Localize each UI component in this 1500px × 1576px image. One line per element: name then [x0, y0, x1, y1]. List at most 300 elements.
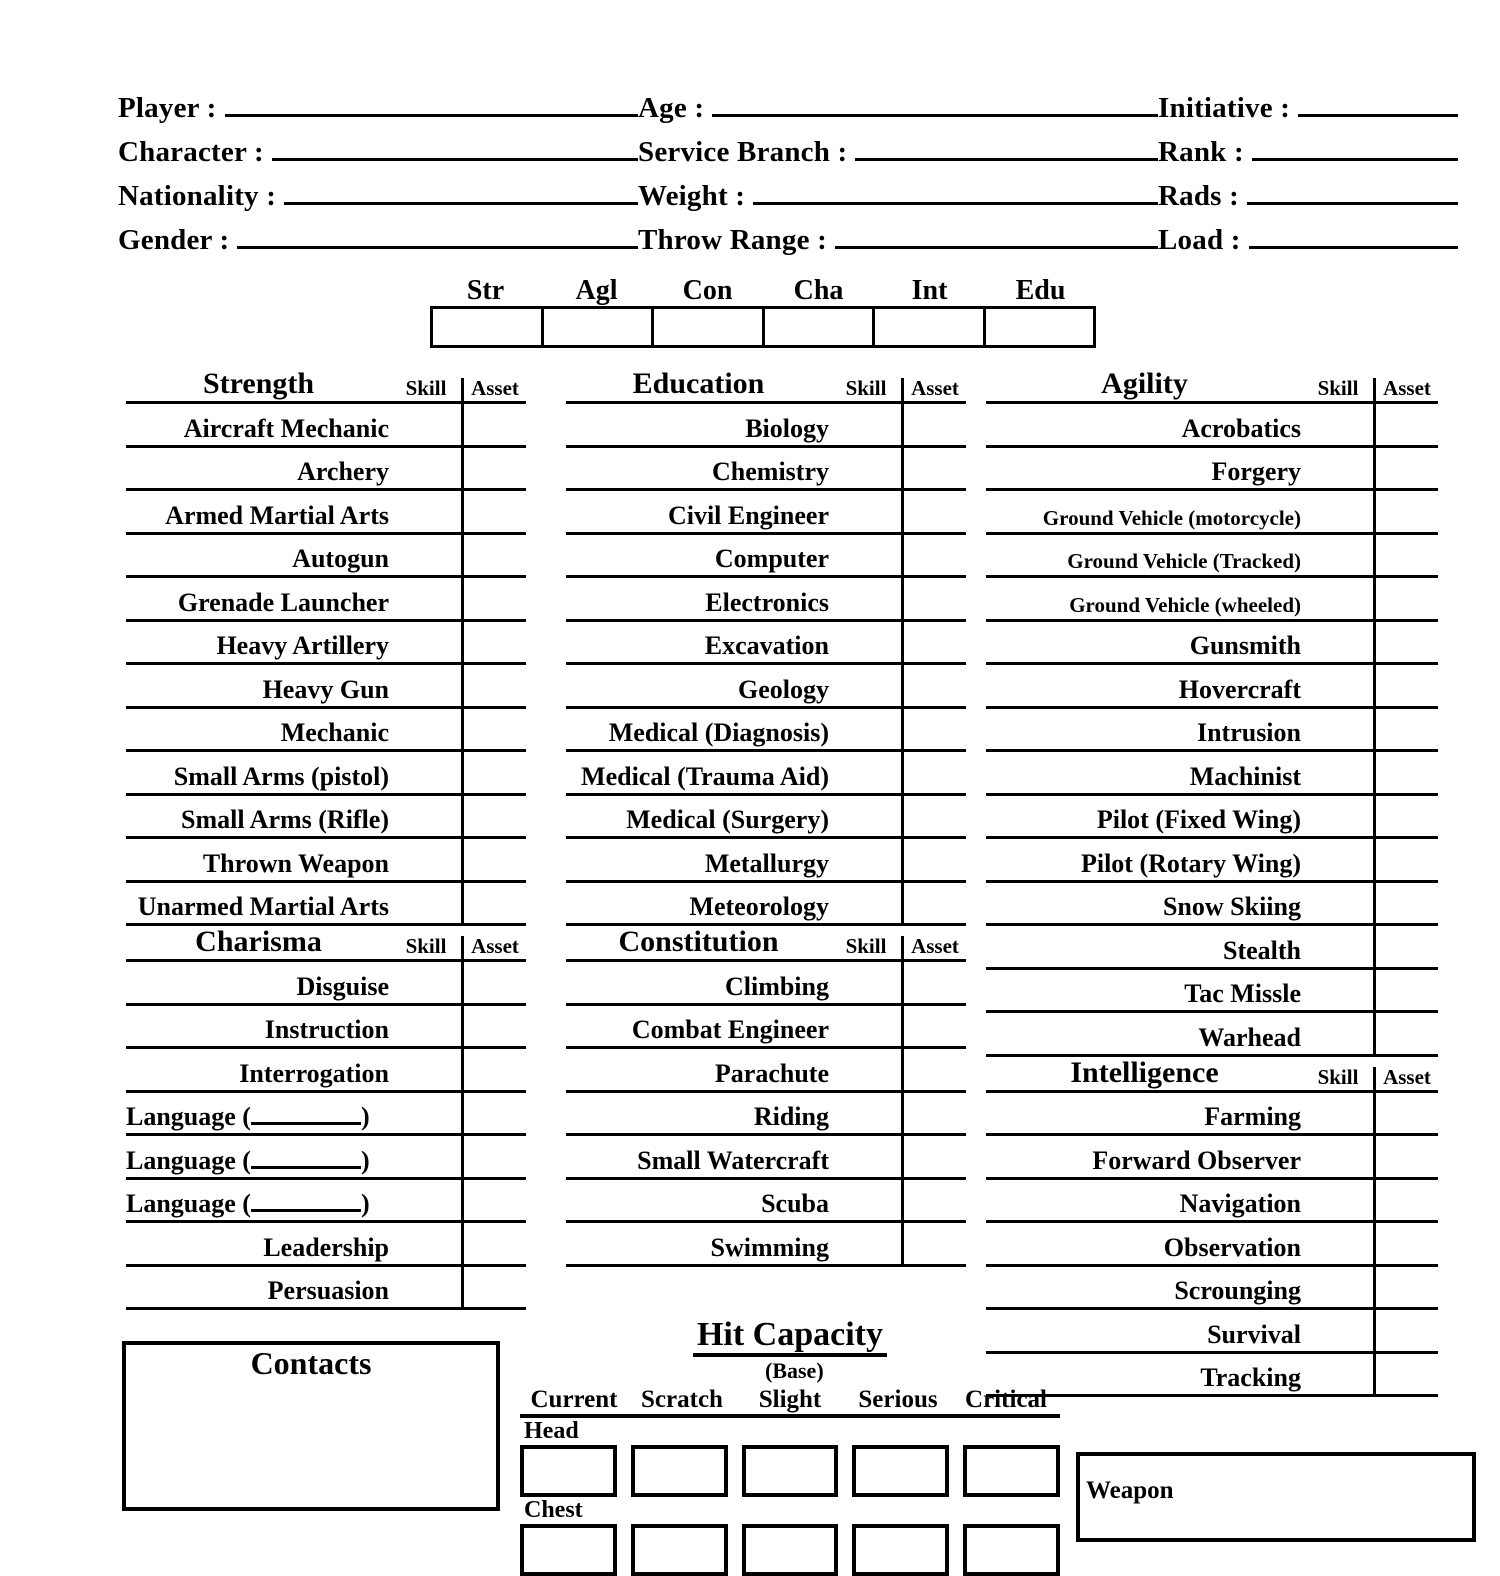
- skill-value-input[interactable]: [831, 709, 901, 753]
- skill-value-input[interactable]: [831, 448, 901, 492]
- skill-row: [126, 448, 526, 492]
- field-player: [118, 92, 638, 125]
- skill-value-input[interactable]: [391, 1093, 461, 1137]
- skill-value-input[interactable]: [1303, 491, 1373, 535]
- skill-name-disguise: Disguise: [126, 974, 391, 1006]
- asset-column-label: Asset: [1373, 1067, 1438, 1093]
- hit-capacity-row-chest: [520, 1524, 1060, 1576]
- skill-value-input[interactable]: [1303, 622, 1373, 666]
- skill-column-label: Skill: [391, 378, 461, 404]
- skill-row: [566, 535, 966, 579]
- skill-value-input[interactable]: [1303, 1093, 1373, 1137]
- asset-value-input[interactable]: [1373, 578, 1438, 622]
- skill-value-input[interactable]: [1303, 578, 1373, 622]
- skill-name-civil-engineer: Civil Engineer: [566, 503, 831, 535]
- skill-name-tracking: Tracking: [986, 1365, 1303, 1397]
- skill-value-input[interactable]: [391, 839, 461, 883]
- hit-box-chest-scratch[interactable]: [631, 1524, 728, 1576]
- hit-box-head-serious[interactable]: [852, 1445, 949, 1497]
- skill-row: [566, 752, 966, 796]
- skill-row: [986, 1093, 1438, 1137]
- skill-row: [566, 491, 966, 535]
- skill-name-leadership: Leadership: [126, 1235, 391, 1267]
- skill-value-input[interactable]: [391, 1223, 461, 1267]
- skill-value-input[interactable]: [831, 1093, 901, 1137]
- skill-value-input[interactable]: [391, 622, 461, 666]
- asset-value-input[interactable]: [1373, 1223, 1438, 1267]
- hit-capacity-col-slight: Slight: [758, 1386, 822, 1413]
- asset-value-input[interactable]: [901, 796, 966, 840]
- skill-column-label: Skill: [391, 936, 461, 962]
- asset-value-input[interactable]: [1373, 970, 1438, 1014]
- skill-name-parachute: Parachute: [566, 1061, 831, 1093]
- skill-row: [126, 1049, 526, 1093]
- skill-row: [126, 796, 526, 840]
- skill-name-acrobatics: Acrobatics: [986, 416, 1303, 448]
- attribute-value-con[interactable]: [654, 309, 765, 345]
- skill-name-survival: Survival: [986, 1322, 1303, 1354]
- skill-row: [986, 926, 1438, 970]
- skill-name-forward-observer: Forward Observer: [986, 1148, 1303, 1180]
- asset-value-input[interactable]: [901, 839, 966, 883]
- skill-row: [566, 709, 966, 753]
- header-row: [118, 136, 1458, 180]
- language-input[interactable]: [251, 1191, 361, 1212]
- skill-column-center: [566, 368, 966, 1267]
- asset-value-input[interactable]: [461, 752, 526, 796]
- skill-group-name: Constitution: [566, 927, 831, 962]
- gender-input[interactable]: [237, 226, 638, 249]
- asset-value-input[interactable]: [461, 1180, 526, 1224]
- skill-value-input[interactable]: [1303, 970, 1373, 1014]
- skill-row: [566, 622, 966, 666]
- skill-row: [986, 752, 1438, 796]
- asset-value-input[interactable]: [461, 796, 526, 840]
- skill-value-input[interactable]: [831, 1180, 901, 1224]
- skill-row: [126, 1006, 526, 1050]
- skill-row: [986, 1013, 1438, 1057]
- asset-value-input[interactable]: [901, 1223, 966, 1267]
- skill-value-input[interactable]: [1303, 1354, 1373, 1398]
- skill-name-pilot-fixed-wing: Pilot (Fixed Wing): [986, 807, 1303, 839]
- skill-value-input[interactable]: [391, 796, 461, 840]
- asset-value-input[interactable]: [901, 883, 966, 927]
- hit-capacity-row-label-head: Head: [524, 1418, 579, 1444]
- hit-capacity-section: [520, 1318, 1060, 1576]
- header-row: [118, 92, 1458, 136]
- field-label: Service Branch :: [638, 136, 848, 168]
- skill-name-scrounging: Scrounging: [986, 1278, 1303, 1310]
- asset-value-input[interactable]: [901, 1180, 966, 1224]
- field-label: Rank :: [1158, 136, 1244, 168]
- skill-value-input[interactable]: [1303, 1013, 1373, 1057]
- service-branch-input[interactable]: [855, 138, 1158, 161]
- asset-value-input[interactable]: [461, 578, 526, 622]
- skill-value-input[interactable]: [391, 962, 461, 1006]
- header-row: [118, 180, 1458, 224]
- attribute-label-int: Int: [874, 276, 985, 309]
- asset-value-input[interactable]: [901, 709, 966, 753]
- skill-value-input[interactable]: [831, 839, 901, 883]
- asset-value-input[interactable]: [1373, 752, 1438, 796]
- skill-name-intrusion: Intrusion: [986, 720, 1303, 752]
- skill-name-swimming: Swimming: [566, 1235, 831, 1267]
- skill-name-grenade-launcher: Grenade Launcher: [126, 590, 391, 622]
- skill-column-label: Skill: [831, 378, 901, 404]
- skill-name-computer: Computer: [566, 546, 831, 578]
- asset-value-input[interactable]: [1373, 1180, 1438, 1224]
- skill-row: [986, 883, 1438, 927]
- skill-value-input[interactable]: [831, 883, 901, 927]
- skill-value-input[interactable]: [391, 448, 461, 492]
- hit-box-chest-current[interactable]: [520, 1524, 617, 1576]
- skill-row: [126, 1180, 526, 1224]
- skill-name-metallurgy: Metallurgy: [566, 851, 831, 883]
- skill-row: [566, 1006, 966, 1050]
- skill-row: [566, 962, 966, 1006]
- skill-name-medical-surgery: Medical (Surgery): [566, 807, 831, 839]
- skill-row: [986, 1223, 1438, 1267]
- skill-row: [566, 1223, 966, 1267]
- asset-value-input[interactable]: [901, 1136, 966, 1180]
- asset-column-label: Asset: [901, 378, 966, 404]
- field-label: Weight :: [638, 180, 746, 212]
- skill-name-ground-vehicle-motorcycle: Ground Vehicle (motorcycle): [986, 508, 1303, 535]
- skill-value-input[interactable]: [1303, 1310, 1373, 1354]
- field-character: [118, 136, 638, 169]
- language-suffix: ): [360, 1145, 370, 1175]
- language-suffix: ): [360, 1189, 370, 1218]
- skill-value-input[interactable]: [391, 883, 461, 927]
- asset-column-label: Asset: [901, 936, 966, 962]
- attribute-value-edu[interactable]: [986, 309, 1094, 345]
- field-label: Age :: [638, 92, 705, 124]
- asset-value-input[interactable]: [1373, 535, 1438, 579]
- skill-name-interrogation: Interrogation: [126, 1061, 391, 1093]
- field-label: Load :: [1158, 224, 1241, 256]
- asset-value-input[interactable]: [461, 1006, 526, 1050]
- skill-row: [126, 709, 526, 753]
- attribute-label-con: Con: [652, 276, 763, 309]
- field-label: Character :: [118, 136, 264, 168]
- hit-box-chest-critical[interactable]: [963, 1524, 1060, 1576]
- skill-row: [126, 883, 526, 927]
- skill-value-input[interactable]: [831, 796, 901, 840]
- skill-value-input[interactable]: [391, 578, 461, 622]
- skill-name-scuba: Scuba: [566, 1191, 831, 1223]
- asset-value-input[interactable]: [1373, 883, 1438, 927]
- field-label: Initiative :: [1158, 92, 1291, 124]
- attributes-value-row: [430, 309, 1096, 348]
- skill-name-geology: Geology: [566, 677, 831, 709]
- skill-row: [986, 709, 1438, 753]
- skill-group-header-agility: [986, 368, 1438, 404]
- skill-row: [986, 839, 1438, 883]
- asset-value-input[interactable]: [461, 622, 526, 666]
- skill-value-input[interactable]: [391, 1267, 461, 1311]
- asset-column-label: Asset: [461, 378, 526, 404]
- asset-value-input[interactable]: [461, 491, 526, 535]
- attribute-value-str[interactable]: [433, 309, 544, 345]
- asset-value-input[interactable]: [1373, 926, 1438, 970]
- asset-value-input[interactable]: [901, 578, 966, 622]
- age-input[interactable]: [712, 94, 1158, 117]
- load-input[interactable]: [1249, 226, 1458, 249]
- skill-name-ground-vehicle-tracked: Ground Vehicle (Tracked): [986, 551, 1303, 578]
- skill-value-input[interactable]: [1303, 752, 1373, 796]
- skill-value-input[interactable]: [831, 1223, 901, 1267]
- asset-value-input[interactable]: [461, 962, 526, 1006]
- asset-value-input[interactable]: [1373, 1013, 1438, 1057]
- skill-name-stealth: Stealth: [986, 938, 1303, 970]
- asset-value-input[interactable]: [1373, 1354, 1438, 1398]
- attribute-value-agl[interactable]: [544, 309, 655, 345]
- skill-name-small-arms-rifle: Small Arms (Rifle): [126, 807, 391, 839]
- field-gender: [118, 224, 638, 257]
- asset-value-input[interactable]: [461, 1223, 526, 1267]
- skill-value-input[interactable]: [831, 752, 901, 796]
- skill-value-input[interactable]: [1303, 839, 1373, 883]
- skill-name-riding: Riding: [566, 1104, 831, 1136]
- skill-name-medical-trauma-aid: Medical (Trauma Aid): [566, 764, 831, 796]
- weapon-title: Weapon: [1086, 1477, 1174, 1504]
- skill-value-input[interactable]: [831, 535, 901, 579]
- skill-name-heavy-gun: Heavy Gun: [126, 677, 391, 709]
- skill-value-input[interactable]: [831, 1136, 901, 1180]
- asset-value-input[interactable]: [461, 535, 526, 579]
- field-nationality: [118, 180, 638, 213]
- skill-row: [566, 665, 966, 709]
- field-label: Rads :: [1158, 180, 1239, 212]
- asset-value-input[interactable]: [901, 1049, 966, 1093]
- skill-value-input[interactable]: [391, 491, 461, 535]
- asset-value-input[interactable]: [461, 448, 526, 492]
- asset-value-input[interactable]: [461, 839, 526, 883]
- asset-value-input[interactable]: [461, 709, 526, 753]
- skill-name-language: [126, 1104, 391, 1136]
- asset-value-input[interactable]: [901, 1093, 966, 1137]
- asset-value-input[interactable]: [901, 622, 966, 666]
- hit-box-head-current[interactable]: [520, 1445, 617, 1497]
- asset-value-input[interactable]: [901, 404, 966, 448]
- language-prefix: Language (: [126, 1102, 251, 1131]
- skill-name-persuasion: Persuasion: [126, 1278, 391, 1310]
- asset-value-input[interactable]: [901, 1006, 966, 1050]
- skill-name-mechanic: Mechanic: [126, 720, 391, 752]
- skill-value-input[interactable]: [1303, 796, 1373, 840]
- skill-value-input[interactable]: [1303, 926, 1373, 970]
- skill-value-input[interactable]: [1303, 1223, 1373, 1267]
- skill-name-language: [126, 1191, 391, 1223]
- asset-value-input[interactable]: [1373, 1093, 1438, 1137]
- language-input[interactable]: [251, 1104, 361, 1125]
- rads-input[interactable]: [1247, 182, 1458, 205]
- asset-value-input[interactable]: [461, 883, 526, 927]
- skill-column-label: Skill: [1303, 378, 1373, 404]
- skill-row: [566, 839, 966, 883]
- skill-value-input[interactable]: [1303, 535, 1373, 579]
- field-label: Player :: [118, 92, 217, 124]
- weapon-box[interactable]: [1076, 1452, 1476, 1542]
- field-service-branch: [638, 136, 1158, 169]
- skill-value-input[interactable]: [1303, 448, 1373, 492]
- skill-value-input[interactable]: [1303, 1180, 1373, 1224]
- skill-value-input[interactable]: [391, 665, 461, 709]
- skill-value-input[interactable]: [831, 962, 901, 1006]
- header-fields: [118, 92, 1458, 268]
- skill-row: [126, 839, 526, 883]
- skill-column-label: Skill: [831, 936, 901, 962]
- skill-row: [986, 1267, 1438, 1311]
- skill-name-small-arms-pistol: Small Arms (pistol): [126, 764, 391, 796]
- skill-name-ground-vehicle-wheeled: Ground Vehicle (wheeled): [986, 595, 1303, 622]
- hit-capacity-header-row: [520, 1387, 1060, 1418]
- asset-value-input[interactable]: [1373, 709, 1438, 753]
- skill-value-input[interactable]: [1303, 709, 1373, 753]
- skill-value-input[interactable]: [831, 622, 901, 666]
- skill-column-right: [986, 368, 1438, 1397]
- asset-value-input[interactable]: [1373, 491, 1438, 535]
- skill-name-instruction: Instruction: [126, 1017, 391, 1049]
- asset-value-input[interactable]: [901, 962, 966, 1006]
- skill-row: [986, 491, 1438, 535]
- nationality-input[interactable]: [284, 182, 638, 205]
- skill-row: [566, 1049, 966, 1093]
- skill-column-label: Skill: [1303, 1067, 1373, 1093]
- skill-row: [986, 578, 1438, 622]
- skill-name-combat-engineer: Combat Engineer: [566, 1017, 831, 1049]
- asset-value-input[interactable]: [901, 535, 966, 579]
- skill-name-language: [126, 1145, 391, 1180]
- asset-value-input[interactable]: [1373, 665, 1438, 709]
- skill-name-hovercraft: Hovercraft: [986, 677, 1303, 709]
- attribute-value-int[interactable]: [875, 309, 986, 345]
- skill-value-input[interactable]: [391, 752, 461, 796]
- skill-row: [126, 962, 526, 1006]
- field-label: Gender :: [118, 224, 230, 256]
- skill-name-farming: Farming: [986, 1104, 1303, 1136]
- skill-group-name: Strength: [126, 369, 391, 404]
- skill-value-input[interactable]: [391, 1136, 461, 1180]
- language-input[interactable]: [251, 1148, 361, 1169]
- attributes-header-row: [430, 276, 1096, 309]
- field-load: [1158, 224, 1458, 257]
- skill-name-biology: Biology: [566, 416, 831, 448]
- skill-value-input[interactable]: [831, 1049, 901, 1093]
- skill-row: [126, 535, 526, 579]
- skill-group-name: Agility: [986, 369, 1303, 404]
- skill-group-header-constitution: [566, 926, 966, 962]
- skill-value-input[interactable]: [1303, 1136, 1373, 1180]
- attribute-label-edu: Edu: [985, 276, 1096, 309]
- skill-row: [986, 1180, 1438, 1224]
- asset-value-input[interactable]: [1373, 1136, 1438, 1180]
- skill-name-pilot-rotary-wing: Pilot (Rotary Wing): [986, 851, 1303, 883]
- asset-value-input[interactable]: [901, 752, 966, 796]
- asset-value-input[interactable]: [1373, 796, 1438, 840]
- field-rank: [1158, 136, 1458, 169]
- skill-row: [126, 578, 526, 622]
- rank-input[interactable]: [1252, 138, 1458, 161]
- contacts-title: Contacts: [250, 1345, 372, 1381]
- hit-box-head-critical[interactable]: [963, 1445, 1060, 1497]
- asset-value-input[interactable]: [461, 1093, 526, 1137]
- skill-value-input[interactable]: [391, 1006, 461, 1050]
- skill-value-input[interactable]: [391, 404, 461, 448]
- weight-input[interactable]: [753, 182, 1158, 205]
- skill-value-input[interactable]: [391, 1180, 461, 1224]
- skill-column-left: [126, 368, 526, 1310]
- skill-value-input[interactable]: [831, 491, 901, 535]
- skill-value-input[interactable]: [831, 404, 901, 448]
- asset-value-input[interactable]: [1373, 1267, 1438, 1311]
- skill-name-armed-martial-arts: Armed Martial Arts: [126, 503, 391, 535]
- throw-range-input[interactable]: [835, 226, 1158, 249]
- hit-box-head-slight[interactable]: [742, 1445, 839, 1497]
- skill-value-input[interactable]: [1303, 404, 1373, 448]
- asset-value-input[interactable]: [461, 1267, 526, 1311]
- field-label: Throw Range :: [638, 224, 827, 256]
- asset-value-input[interactable]: [1373, 1310, 1438, 1354]
- attribute-value-cha[interactable]: [765, 309, 876, 345]
- asset-value-input[interactable]: [1373, 622, 1438, 666]
- asset-value-input[interactable]: [461, 665, 526, 709]
- skill-row: [986, 970, 1438, 1014]
- field-label: Nationality :: [118, 180, 277, 212]
- skill-value-input[interactable]: [831, 578, 901, 622]
- asset-value-input[interactable]: [901, 665, 966, 709]
- skill-value-input[interactable]: [1303, 883, 1373, 927]
- asset-value-input[interactable]: [901, 448, 966, 492]
- contacts-box[interactable]: [122, 1341, 500, 1511]
- skill-row: [126, 491, 526, 535]
- skill-row: [126, 1136, 526, 1180]
- initiative-input[interactable]: [1298, 94, 1458, 117]
- hit-capacity-base-note: (Base): [765, 1358, 824, 1383]
- attributes-table: [430, 276, 1096, 348]
- asset-column-label: Asset: [461, 936, 526, 962]
- asset-value-input[interactable]: [461, 1136, 526, 1180]
- character-input[interactable]: [272, 138, 638, 161]
- asset-value-input[interactable]: [461, 404, 526, 448]
- asset-value-input[interactable]: [901, 491, 966, 535]
- field-rads: [1158, 180, 1458, 213]
- asset-value-input[interactable]: [1373, 448, 1438, 492]
- skill-name-tac-missle: Tac Missle: [986, 981, 1303, 1013]
- skill-name-thrown-weapon: Thrown Weapon: [126, 851, 391, 883]
- player-input[interactable]: [225, 94, 639, 117]
- skill-row: [986, 535, 1438, 579]
- asset-value-input[interactable]: [1373, 839, 1438, 883]
- skill-value-input[interactable]: [391, 709, 461, 753]
- hit-box-chest-slight[interactable]: [742, 1524, 839, 1576]
- skill-row: [126, 1267, 526, 1311]
- skill-name-forgery: Forgery: [986, 459, 1303, 491]
- hit-box-chest-serious[interactable]: [852, 1524, 949, 1576]
- skill-value-input[interactable]: [1303, 1267, 1373, 1311]
- skill-value-input[interactable]: [831, 665, 901, 709]
- skill-row: [566, 1180, 966, 1224]
- skill-value-input[interactable]: [831, 1006, 901, 1050]
- asset-value-input[interactable]: [1373, 404, 1438, 448]
- skill-name-climbing: Climbing: [566, 974, 831, 1006]
- attribute-label-agl: Agl: [541, 276, 652, 309]
- hit-box-head-scratch[interactable]: [631, 1445, 728, 1497]
- asset-value-input[interactable]: [461, 1049, 526, 1093]
- skill-value-input[interactable]: [391, 535, 461, 579]
- skill-value-input[interactable]: [1303, 665, 1373, 709]
- skill-value-input[interactable]: [391, 1049, 461, 1093]
